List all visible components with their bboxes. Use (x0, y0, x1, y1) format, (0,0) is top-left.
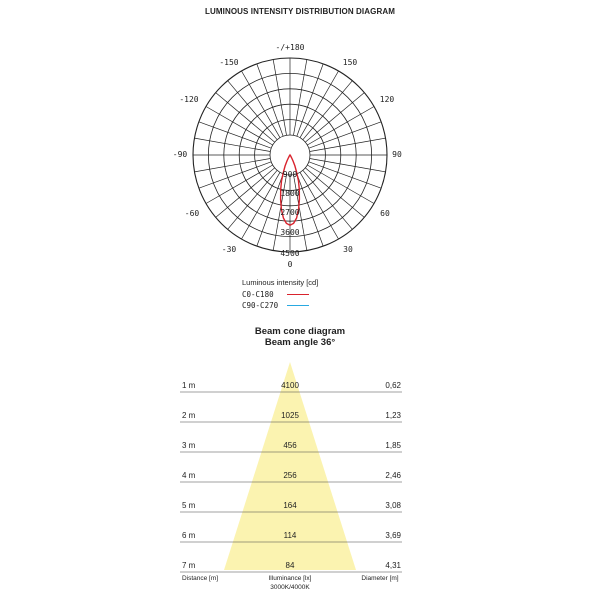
footer-distance: Distance [m] (181, 575, 219, 582)
row-illuminance: 4100 (281, 381, 299, 390)
row-distance: 6 m (182, 531, 196, 540)
intensity-label-3600: 3600 (280, 228, 300, 237)
row-diameter: 1,85 (385, 441, 401, 450)
legend-label: C90-C270 (242, 301, 279, 310)
footer-diameter: Diameter [m] (361, 575, 399, 582)
row-diameter: 0,62 (385, 381, 401, 390)
angle-label-right-90: 90 (392, 150, 402, 159)
angle-label-left-120: -120 (179, 95, 199, 104)
angle-label-bottom: 0 (287, 260, 293, 269)
row-illuminance: 84 (285, 561, 295, 570)
row-diameter: 1,23 (385, 411, 401, 420)
angle-label-left-150: -150 (219, 58, 239, 67)
row-distance: 2 m (182, 411, 196, 420)
beam-title: Beam cone diagram (254, 326, 346, 337)
angle-label-top: -/+180 (275, 43, 305, 52)
row-diameter: 3,08 (385, 501, 401, 510)
row-distance: 4 m (182, 471, 196, 480)
row-diameter: 2,46 (385, 471, 401, 480)
angle-label-right-150: 150 (342, 58, 358, 67)
angle-label-right-60: 60 (380, 209, 390, 218)
angle-label-left-30: -30 (221, 245, 237, 254)
angle-label-right-30: 30 (343, 245, 353, 254)
row-illuminance: 164 (283, 501, 297, 510)
legend-title: Luminous intensity [cd] (242, 278, 319, 287)
diagram-title: LUMINOUS INTENSITY DISTRIBUTION DIAGRAM (205, 7, 395, 16)
footer-illuminance: Illuminance [lx] (268, 575, 312, 582)
row-diameter: 4,31 (385, 561, 401, 570)
row-diameter: 3,69 (385, 531, 401, 540)
row-distance: 5 m (182, 501, 196, 510)
legend-label: C0-C180 (242, 290, 274, 299)
angle-label-left-60: -60 (184, 209, 200, 218)
angle-label-left-90: -90 (172, 150, 188, 159)
intensity-label-1800: 1800 (280, 189, 300, 198)
row-illuminance: 114 (283, 531, 297, 540)
intensity-label-900: 900 (282, 170, 298, 179)
beam-angle: Beam angle 36° (264, 337, 336, 348)
row-illuminance: 256 (283, 471, 297, 480)
row-distance: 7 m (182, 561, 196, 570)
row-distance: 1 m (182, 381, 196, 390)
angle-label-right-120: 120 (379, 95, 395, 104)
intensity-label-2700: 2700 (280, 208, 300, 217)
row-illuminance: 456 (283, 441, 297, 450)
intensity-label-4500: 4500 (280, 249, 300, 258)
footer-illuminance-note: 3000K/4000K (270, 584, 310, 591)
row-illuminance: 1025 (281, 411, 299, 420)
row-distance: 3 m (182, 441, 196, 450)
